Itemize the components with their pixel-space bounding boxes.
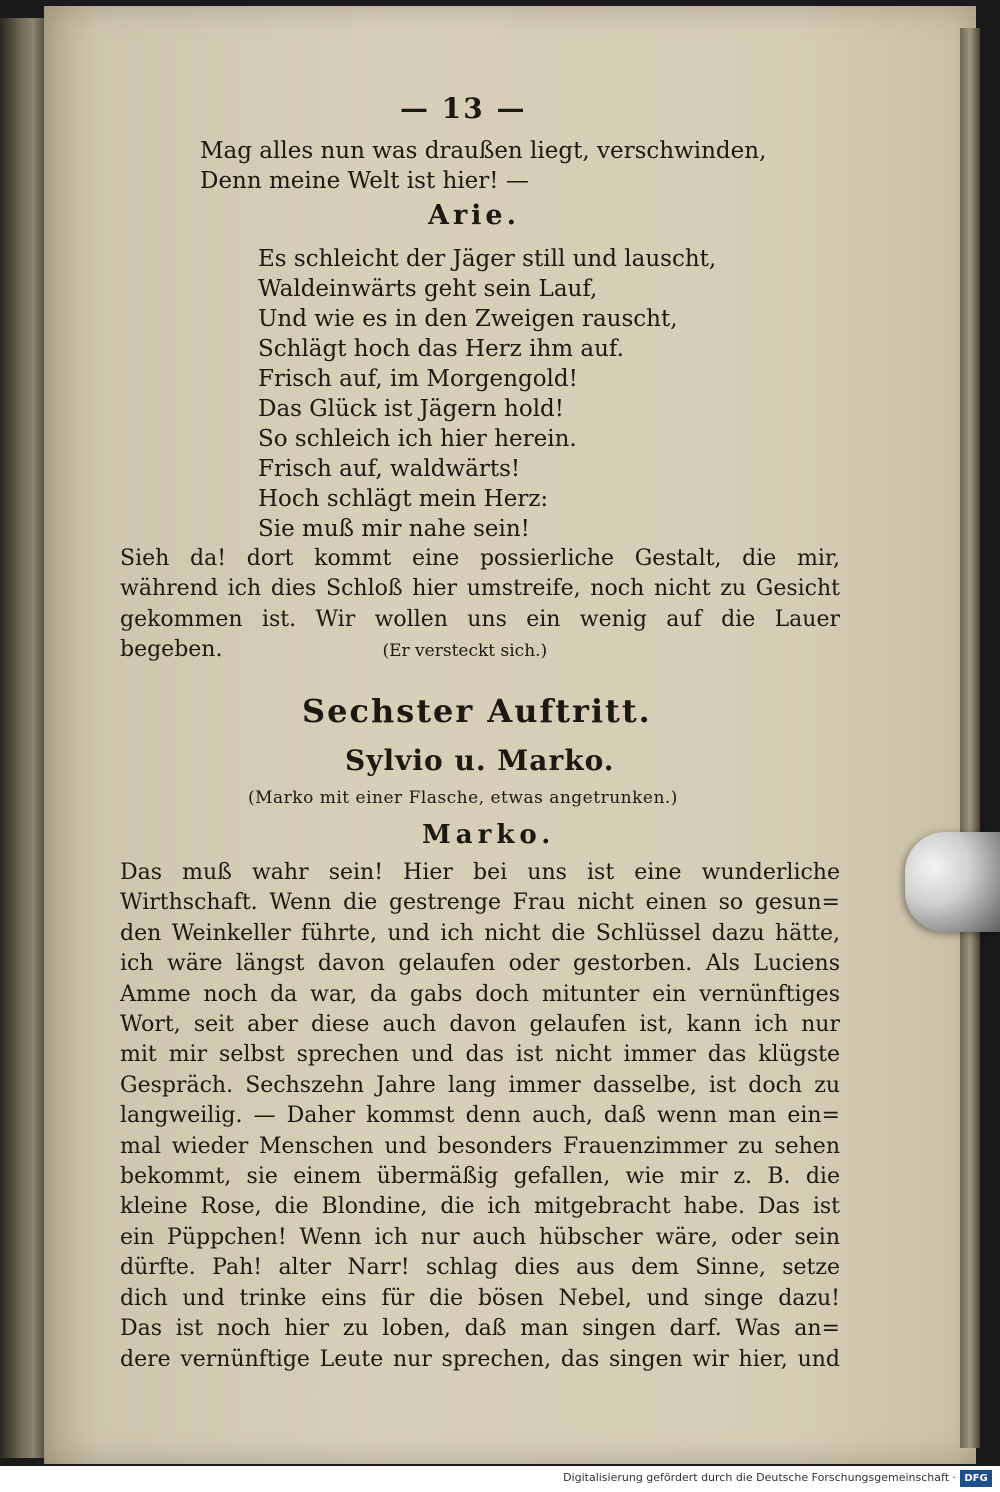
scene-title: Sechster Auftritt. bbox=[302, 692, 652, 730]
verse-line: So schleich ich hier herein. bbox=[258, 426, 577, 452]
speaker-name: Marko. bbox=[422, 820, 556, 850]
scene-direction: (Marko mit einer Flasche, etwas angetrunken.) bbox=[248, 788, 678, 808]
prose-paragraph bbox=[120, 858, 840, 1375]
prose-line: Das ist noch hier zu loben, daß man singen darf. Was an= bbox=[120, 1316, 840, 1342]
prose-line: Gespräch. Sechszehn Jahre lang immer dasselbe, ist doch zu bbox=[120, 1072, 840, 1098]
prose-line: während ich dies Schloß hier umstreife, noch nicht zu Gesicht bbox=[120, 576, 840, 602]
verse-line: Mag alles nun was draußen liegt, verschwinden, bbox=[200, 138, 767, 164]
prose-line: mal wieder Menschen und besonders Frauenzimmer zu sehen bbox=[120, 1133, 840, 1159]
prose-line: dich und trinke eins für die bösen Nebel, und singe dazu! bbox=[120, 1285, 840, 1311]
funding-credit: Digitalisierung gefördert durch die Deutsche Forschungsgemeinschaft · bbox=[563, 1471, 956, 1484]
prose-line: mit mir selbst sprechen und das ist nicht immer das klügste bbox=[120, 1042, 840, 1068]
verse-line: Und wie es in den Zweigen rauscht, bbox=[258, 306, 678, 332]
intro-verse bbox=[200, 136, 766, 196]
prose-line: ich wäre längst davon gelaufen oder gestorben. Als Luciens bbox=[120, 951, 840, 977]
prose-line: langweilig. — Daher kommst denn auch, daß wenn man ein= bbox=[120, 1103, 840, 1129]
prose-line: gekommen ist. Wir wollen uns ein wenig auf die Lauer bbox=[120, 606, 840, 632]
verse-line: Sie muß mir nahe sein! bbox=[258, 516, 530, 542]
verse-line: Frisch auf, im Morgengold! bbox=[258, 366, 578, 392]
prose-line: dürfte. Pah! alter Narr! schlag dies aus dem Sinne, setze bbox=[120, 1255, 840, 1281]
prose-line: dere vernünftige Leute nur sprechen, das singen wir hier, und bbox=[120, 1346, 840, 1372]
prose-line: den Weinkeller führte, und ich nicht die Schlüssel dazu hätte, bbox=[120, 920, 840, 946]
verse-line: Schlägt hoch das Herz ihm auf. bbox=[258, 336, 624, 362]
verse-line: Waldeinwärts geht sein Lauf, bbox=[258, 276, 598, 302]
dfg-logo: DFG bbox=[960, 1470, 992, 1487]
page-number: — 13 — bbox=[400, 92, 527, 125]
footer-bar bbox=[0, 1466, 1000, 1492]
verse-line: Denn meine Welt ist hier! — bbox=[200, 168, 529, 194]
page-tab-marker bbox=[905, 832, 1000, 932]
book-spine bbox=[0, 18, 44, 1458]
prose-line: Wort, seit aber diese auch davon gelaufen ist, kann ich nur bbox=[120, 1012, 840, 1038]
prose-line-last bbox=[120, 635, 840, 666]
prose-line: Sieh da! dort kommt eine possierliche Gestalt, die mir, bbox=[120, 546, 840, 571]
arie-verse bbox=[258, 244, 716, 544]
verse-line: Das Glück ist Jägern hold! bbox=[258, 396, 565, 422]
page-edge bbox=[960, 28, 980, 1448]
prose-line: ein Püppchen! Wenn ich nur auch hübscher wäre, oder sein bbox=[120, 1224, 840, 1250]
prose-line: kleine Rose, die Blondine, die ich mitgebracht habe. Das ist bbox=[120, 1194, 840, 1220]
prose-line: begeben. bbox=[120, 637, 223, 663]
verse-line: Hoch schlägt mein Herz: bbox=[258, 486, 549, 512]
arie-title: Arie. bbox=[428, 200, 521, 231]
verse-line: Frisch auf, waldwärts! bbox=[258, 456, 521, 482]
prose-paragraph bbox=[120, 544, 840, 667]
prose-line: Amme noch da war, da gabs doch mitunter ein vernünftiges bbox=[120, 981, 840, 1007]
prose-line: bekommt, sie einem übermäßig gefallen, wie mir z. B. die bbox=[120, 1164, 840, 1190]
stage-direction: (Er versteckt sich.) bbox=[382, 641, 548, 662]
verse-line: Es schleicht der Jäger still und lauscht, bbox=[258, 246, 717, 272]
scene-persons: Sylvio u. Marko. bbox=[345, 744, 615, 777]
prose-line: Das muß wahr sein! Hier bei uns ist eine wunderliche bbox=[120, 860, 840, 885]
prose-line: Wirthschaft. Wenn die gestrenge Frau nicht einen so gesun= bbox=[120, 890, 840, 916]
